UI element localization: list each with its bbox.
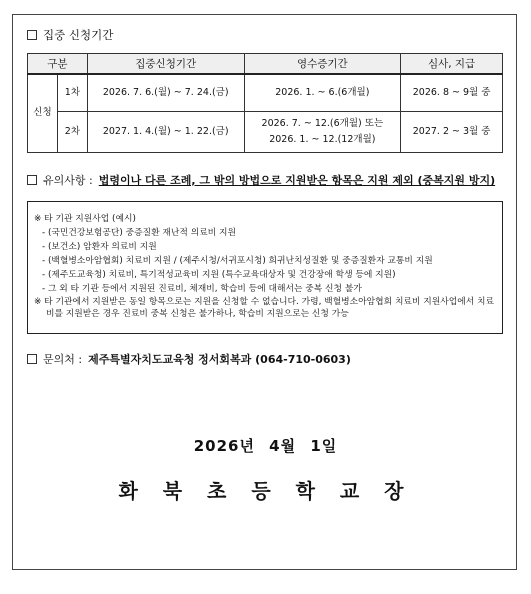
info-item: - (보건소) 암환자 의료비 지원 xyxy=(42,242,157,252)
round-cell: 1차 xyxy=(57,74,87,112)
review-cell: 2027. 2 ~ 3월 중 xyxy=(401,112,503,153)
table-row xyxy=(28,74,503,112)
header-category: 구분 xyxy=(28,54,88,74)
info-note: ※ 타 기관에서 지원받은 동일 항목으로는 지원을 신청할 수 없습니다. 가령, 백혈병소아암협회 치료비 지원사업에서 치료비를 지원받은 경우 진료비 중복 신청은 불가하나, 학습비 지원으로는 신청 가능 xyxy=(34,297,495,319)
info-item: - 그 외 타 기관 등에서 지원된 진료비, 체재비, 학습비 등에 대해서는 중복 신청 불가 xyxy=(42,284,362,294)
receipt-period-line: 2026. 1. ~ 12.(12개월) xyxy=(269,134,376,145)
info-item: - (백혈병소아암협회) 치료비 지원 / (제주시청/서귀포시청) 희귀난치성질환 및 중증질환자 교통비 지원 xyxy=(42,256,433,266)
contact-label: 문의처 : xyxy=(43,353,83,366)
receipt-period-cell xyxy=(244,74,401,112)
info-item: - (국민건강보험공단) 중증질환 재난적 의료비 지원 xyxy=(42,228,236,238)
section-heading xyxy=(27,27,113,43)
header-review: 심사, 지급 xyxy=(401,54,503,74)
table-row xyxy=(28,112,503,153)
apply-period-cell: 2027. 1. 4.(월) ~ 1. 22.(금) xyxy=(87,112,244,153)
issuer-name: 화 북 초 등 학 교 장 xyxy=(118,479,413,503)
application-schedule-table xyxy=(27,53,503,153)
checkbox-square-icon xyxy=(27,175,37,185)
contact-text: 제주특별자치도교육청 정서회복과 (064-710-0603) xyxy=(88,353,351,366)
review-cell: 2026. 8 ~ 9월 중 xyxy=(401,74,503,112)
notice-label: 유의사항 : xyxy=(43,174,93,187)
checkbox-square-icon xyxy=(27,354,37,364)
issue-date: 2026년 4월 1일 xyxy=(193,437,338,455)
row-group-label: 신청 xyxy=(28,74,58,153)
receipt-period-cell xyxy=(244,112,401,153)
round-cell: 2차 xyxy=(57,112,87,153)
header-apply-period: 집중신청기간 xyxy=(87,54,244,74)
header-receipt-period: 영수증기간 xyxy=(244,54,401,74)
receipt-period-line: 2026. 7. ~ 12.(6개월) 또는 xyxy=(261,118,384,129)
table-header-row xyxy=(28,54,503,74)
info-heading: ※ 타 기관 지원사업 (예시) xyxy=(34,214,136,224)
notice-line xyxy=(27,172,495,188)
document-page xyxy=(12,14,517,570)
checkbox-square-icon xyxy=(27,30,37,40)
contact-line xyxy=(27,351,351,367)
info-item: - (제주도교육청) 치료비, 특기적성교육비 지원 (특수교육대상자 및 건강장애 학생 등에 지원) xyxy=(42,270,396,280)
receipt-period-line: 2026. 1. ~ 6.(6개월) xyxy=(275,86,370,98)
section-title: 집중 신청기간 xyxy=(43,28,114,42)
apply-period-cell: 2026. 7. 6.(월) ~ 7. 24.(금) xyxy=(87,74,244,112)
other-agency-info-box xyxy=(27,201,503,334)
notice-text: 법령이나 다른 조례, 그 밖의 방법으로 지원받은 항목은 지원 제외 (중복지원 방지) xyxy=(98,174,496,187)
